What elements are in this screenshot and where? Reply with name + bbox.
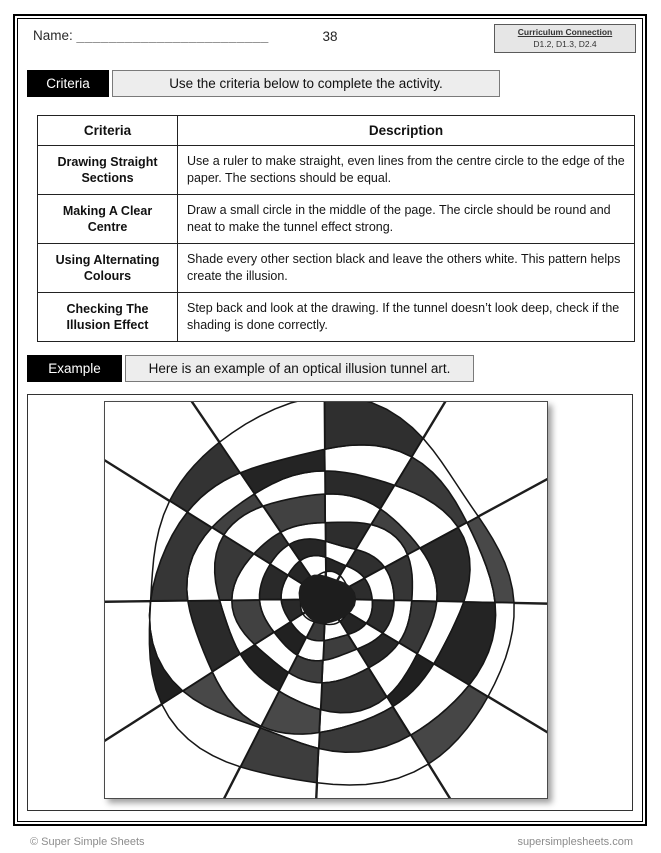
curriculum-connection-title: Curriculum Connection	[517, 27, 613, 38]
criteria-cell: Using Alternating Colours	[38, 244, 178, 293]
header	[18, 19, 642, 63]
example-banner-label: Example	[27, 355, 122, 382]
table-row	[38, 195, 635, 244]
criteria-banner	[27, 70, 500, 97]
curriculum-connection-box	[494, 24, 636, 53]
footer-copyright: © Super Simple Sheets	[30, 836, 145, 848]
table-row	[38, 293, 635, 342]
criteria-banner-instruction: Use the criteria below to complete the activity.	[112, 70, 500, 97]
page-inner-frame	[17, 18, 643, 822]
criteria-banner-label: Criteria	[27, 70, 109, 97]
table-header-row	[38, 116, 635, 146]
table-row	[38, 244, 635, 293]
description-cell: Shade every other section black and leave the others white. This pattern helps create the illusion.	[178, 244, 635, 293]
table-row	[38, 146, 635, 195]
criteria-column-header: Criteria	[38, 116, 178, 146]
criteria-cell: Checking The Illusion Effect	[38, 293, 178, 342]
tunnel-illusion-drawing	[105, 402, 547, 798]
description-cell: Step back and look at the drawing. If the tunnel doesn’t look deep, check if the shading is done correctly.	[178, 293, 635, 342]
criteria-table	[37, 115, 635, 342]
example-banner	[27, 355, 474, 382]
name-label: Name:	[33, 28, 73, 43]
footer	[30, 836, 633, 852]
page-number: 38	[322, 29, 338, 44]
name-blank-line[interactable]: ________________________	[76, 28, 269, 43]
description-cell: Use a ruler to make straight, even lines from the centre circle to the edge of the paper. The sections should be equal.	[178, 146, 635, 195]
criteria-cell: Drawing Straight Sections	[38, 146, 178, 195]
page-border-frame	[13, 14, 647, 826]
description-cell: Draw a small circle in the middle of the page. The circle should be round and neat to make the tunnel effect strong.	[178, 195, 635, 244]
example-banner-instruction: Here is an example of an optical illusion tunnel art.	[125, 355, 474, 382]
curriculum-codes: D1.2, D1.3, D2.4	[533, 38, 597, 49]
criteria-cell: Making A Clear Centre	[38, 195, 178, 244]
description-column-header: Description	[178, 116, 635, 146]
footer-website: supersimplesheets.com	[517, 836, 633, 848]
example-image-box	[27, 394, 633, 811]
tunnel-illusion-photo	[104, 401, 548, 799]
